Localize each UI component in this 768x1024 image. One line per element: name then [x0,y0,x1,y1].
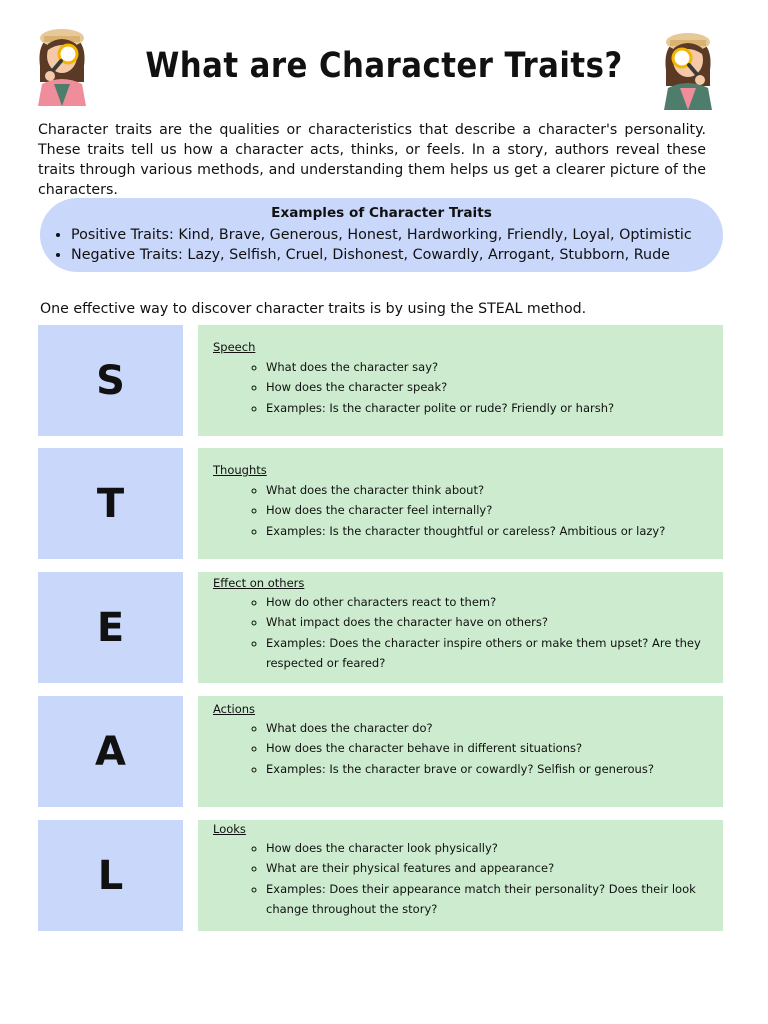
list-item: • Negative Traits: Lazy, Selfish, Cruel, Dishonest, Cowardly, Arrogant, Stubborn, Rude [71,245,723,265]
steal-letter: S [96,357,125,404]
steal-section-speech [198,325,723,436]
list-item: ◦ Examples: Is the character thoughtful or careless? Ambitious or lazy? [266,521,716,541]
list-item: ◦ What impact does the character have on others? [266,612,716,632]
examples-list [40,225,723,265]
intro-paragraph: Character traits are the qualities or characteristics that describe a character's personality. These traits tell us how a character acts, thinks, or feels. In a story, authors reveal these traits through various methods, and understanding them helps us get a clearer picture of the characters. [38,122,706,198]
list-item: ◦ How does the character speak? [266,377,716,397]
list-item: ◦ How does the character behave in different situations? [266,738,716,758]
steal-letter-l [38,820,183,931]
list-item: • Positive Traits: Kind, Brave, Generous, Honest, Hardworking, Friendly, Loyal, Optimistic [71,225,723,245]
section-heading: Effect on others [213,576,305,590]
list-item: ◦ How do other characters react to them? [266,592,716,612]
steal-intro: One effective way to discover character traits is by using the STEAL method. [40,301,587,317]
section-heading: Actions [213,702,256,716]
list-item: ◦ Examples: Is the character brave or cowardly? Selfish or generous? [266,759,716,779]
examples-title: Examples of Character Traits [271,205,492,221]
list-item: ◦ What does the character do? [266,718,716,738]
steal-section-effect-on-others [198,572,723,683]
section-list [251,718,716,779]
list-item: ◦ Examples: Is the character polite or rude? Friendly or harsh? [266,398,716,418]
steal-letter-a [38,696,183,807]
section-heading: Thoughts [213,463,267,477]
list-item: ◦ What are their physical features and appearance? [266,858,716,878]
steal-section-actions [198,696,723,807]
list-item: ◦ How does the character look physically? [266,838,716,858]
steal-letter-e [38,572,183,683]
section-heading: Looks [213,822,246,836]
steal-letter: T [96,480,125,527]
steal-letter: E [96,604,125,651]
steal-letter: L [97,852,124,899]
list-item: ◦ How does the character feel internally? [266,500,716,520]
examples-panel [40,198,723,272]
list-item: ◦ Examples: Does the character inspire others or make them upset? Are they respected or feared? [266,633,716,674]
list-item: ◦ What does the character say? [266,357,716,377]
list-item: ◦ What does the character think about? [266,480,716,500]
list-item: ◦ Examples: Does their appearance match their personality? Does their look change throughout the story? [266,879,716,920]
steal-section-looks [198,820,723,931]
steal-letter-t [38,448,183,559]
section-list [251,592,716,674]
section-list [251,357,716,418]
steal-section-thoughts [198,448,723,559]
steal-letter: A [95,728,126,775]
steal-letter-s [38,325,183,436]
section-heading: Speech [213,340,256,354]
page-title: What are Character Traits? [145,46,623,86]
section-list [251,480,716,541]
section-list [251,838,716,920]
